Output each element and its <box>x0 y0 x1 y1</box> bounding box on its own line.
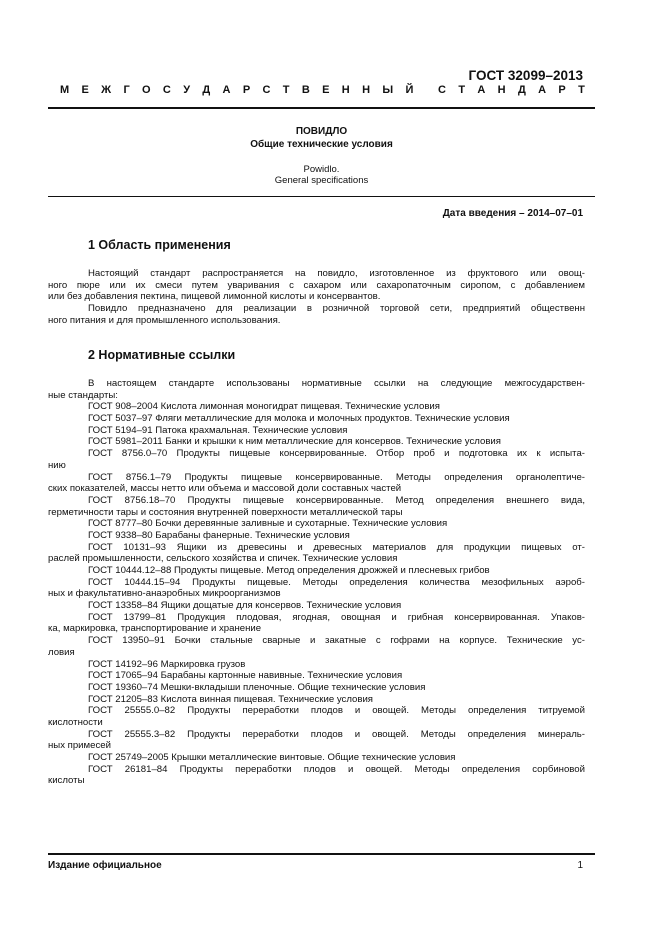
text-line: ные стандарты: <box>48 389 118 401</box>
text-line: ГОСТ 908–2004 Кислота лимонная моногидрат пищевая. Технические условия <box>88 401 440 413</box>
banner-letter: Е <box>322 84 330 96</box>
standard-number: ГОСТ 32099–2013 <box>468 68 583 83</box>
text-line: ГОСТ 5194–91 Патока крахмальная. Технические условия <box>88 424 348 436</box>
text-line: ловия <box>48 646 75 658</box>
banner-letter: Н <box>497 84 506 96</box>
text-line: ГОСТ 8756.0–70 Продукты пищевые консервированные. Отбор проб и подготовка их к испыта- <box>88 448 585 460</box>
text-line: ГОСТ 13799–81 Продукция плодовая, ягодная, овощная и грибная консервированная. Упаков- <box>88 611 585 623</box>
text-line: ГОСТ 8756.1–79 Продукты пищевые консервированные. Методы определения органолептиче- <box>88 471 585 483</box>
banner-letter: Г <box>123 84 130 96</box>
interstate-standard-banner <box>60 84 585 96</box>
text-line: ного пюре или их смеси путем уваривания с сахаром или сахаропаточным сиропом, с добавлением <box>48 279 585 291</box>
banner-letter: Р <box>242 84 251 96</box>
banner-letter: Т <box>458 84 466 96</box>
section-heading-normative-references: 2 Нормативные ссылки <box>88 348 236 362</box>
banner-letter: Й <box>405 84 414 96</box>
text-line: ных примесей <box>48 740 111 752</box>
text-line: ГОСТ 26181–84 Продукты переработки плодов и овощей. Методы определения сорбиновой <box>88 763 585 775</box>
text-line: ГОСТ 10444.15–94 Продукты пищевые. Методы определения количества мезофильных аэроб- <box>88 576 585 588</box>
banner-letter: А <box>538 84 547 96</box>
banner-letter: Д <box>517 84 526 96</box>
text-line: герметичности тары и состояния внутренней поверхности металлической тары <box>48 506 403 518</box>
text-line: ГОСТ 25555.0–82 Продукты переработки плодов и овощей. Методы определения титруемой <box>88 705 585 717</box>
document-title-english: Powidlo. <box>303 164 340 175</box>
text-line: кислотности <box>48 716 103 728</box>
banner-letter: А <box>477 84 486 96</box>
text-line: ских показателей, массы нетто или объема и массовой доли составных частей <box>48 483 402 495</box>
text-line: ГОСТ 10444.12–88 Продукты пищевые. Метод определения дрожжей и плесневых грибов <box>88 565 490 576</box>
banner-letter: Е <box>81 84 89 96</box>
text-line: ных и факультативно-анаэробных микроорганизмов <box>48 588 281 600</box>
banner-letter: Ж <box>101 84 112 96</box>
text-line: ного питания и для промышленного использования. <box>48 314 281 326</box>
text-line: В настоящем стандарте использованы нормативные ссылки на следующие межгосударствен- <box>88 378 585 389</box>
text-line: ГОСТ 10131–93 Ящики из древесины и древесных материалов для продукции пищевых от- <box>88 541 585 553</box>
banner-letter: Д <box>202 84 211 96</box>
title-rule <box>48 196 595 197</box>
text-line: ГОСТ 8756.18–70 Продукты пищевые консервированные. Метод определения внешнего вида, <box>88 494 585 506</box>
banner-letter: А <box>222 84 231 96</box>
banner-letter: Т <box>282 84 290 96</box>
text-line: Повидло предназначено для реализации в розничной торговой сети, предприятий общественн <box>88 303 585 315</box>
document-subtitle: Общие технические условия <box>250 139 393 150</box>
text-line: ГОСТ 5037–97 Фляги металлические для молока и молочных продуктов. Технические условия <box>88 413 510 425</box>
footer-rule <box>48 853 595 855</box>
banner-letter: С <box>262 84 271 96</box>
text-line: ГОСТ 5981–2011 Банки и крышки к ним металлические для консервов. Технические условия <box>88 436 501 448</box>
header-rule <box>48 107 595 109</box>
banner-letter: Н <box>341 84 350 96</box>
text-line: ГОСТ 25749–2005 Крышки металлические винтовые. Общие технические условия <box>88 752 456 763</box>
text-line: ка, маркировка, транспортирование и хранение <box>48 623 262 635</box>
text-line: ГОСТ 8777–80 Бочки деревянные заливные и сухотарные. Технические условия <box>88 518 448 530</box>
section-scope-body <box>48 268 585 326</box>
text-line: нию <box>48 459 66 471</box>
document-title: ПОВИДЛО <box>295 126 348 137</box>
text-line: ГОСТ 9338–80 Барабаны фанерные. Технические условия <box>88 529 350 541</box>
document-subtitle-english: General specifications <box>274 175 369 186</box>
banner-letter: С <box>162 84 171 96</box>
banner-letter: О <box>142 84 151 96</box>
text-line: или без добавления пектина, пищевой лимонной кислоты и консервантов. <box>48 291 381 303</box>
text-line: ГОСТ 19360–74 Мешки-вкладыши пленочные. Общие технические условия <box>88 681 426 693</box>
text-line: Настоящий стандарт распространяется на повидло, изготовленное из фруктового или овощ- <box>88 268 585 279</box>
text-line: ГОСТ 21205–83 Кислота винная пищевая. Технические условия <box>88 693 374 705</box>
banner-letter: С <box>438 84 446 96</box>
banner-letter: В <box>301 84 310 96</box>
banner-letter: Н <box>362 84 371 96</box>
introduction-date: Дата введения – 2014–07–01 <box>442 208 583 219</box>
banner-letter: Т <box>578 84 585 96</box>
text-line: кислоты <box>48 775 85 787</box>
banner-letter: Ы <box>382 84 394 96</box>
text-line: ГОСТ 13950–91 Бочки стальные сварные и закатные с гофрами на корпусе. Технические ус- <box>88 635 585 647</box>
text-line: ГОСТ 17065–94 Барабаны картонные навивные. Технические условия <box>88 670 403 682</box>
section-heading-scope: 1 Область применения <box>88 238 231 252</box>
official-edition-label: Издание официальное <box>48 860 162 871</box>
banner-letter: У <box>183 84 191 96</box>
text-line: ГОСТ 25555.3–82 Продукты переработки плодов и овощей. Методы определения минераль- <box>88 728 585 740</box>
page-number: 1 <box>577 860 583 871</box>
banner-letter: Р <box>558 84 566 96</box>
text-line: ГОСТ 13358–84 Ящики дощатые для консервов. Технические условия <box>88 600 402 612</box>
section-normative-references-body <box>48 378 585 787</box>
banner-letter: М <box>60 84 70 96</box>
text-line: раслей промышленности, сельского хозяйства и спичек. Технические условия <box>48 553 398 565</box>
text-line: ГОСТ 14192–96 Маркировка грузов <box>88 658 246 670</box>
